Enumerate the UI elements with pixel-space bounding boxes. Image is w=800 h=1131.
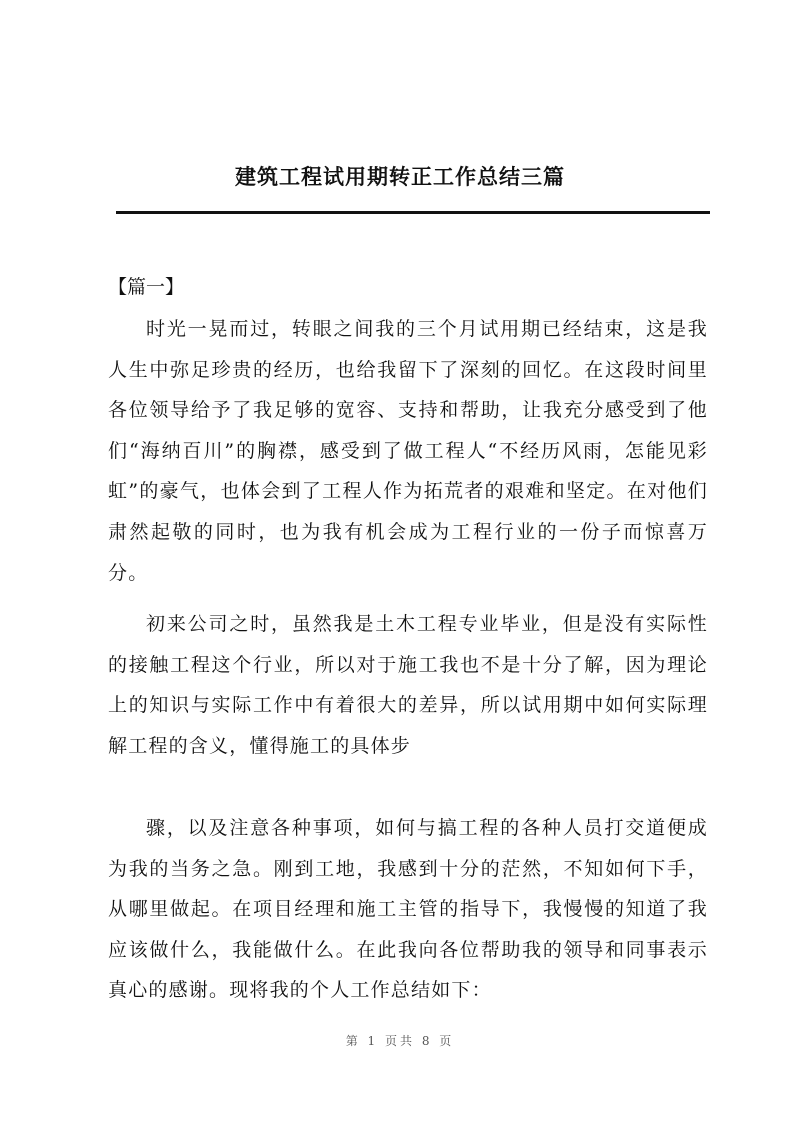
document-title: 建筑工程试用期转正工作总结三篇 xyxy=(235,164,565,189)
section-heading: 【篇一】 xyxy=(108,276,185,298)
paragraph-block xyxy=(108,604,708,766)
title-underline xyxy=(116,211,710,214)
paragraph-3: 骤，以及注意各种事项，如何与搞工程的各种人员打交道便成为我的当务之急。刚到工地，我感到十分的茫然，不知如何下手，从哪里做起。在项目经理和施工主管的指导下，我慢慢的知道了我应该做什么，我能做什么。在此我向各位帮助我的领导和同事表示真心的感谢。现将我的个人工作总结如下： xyxy=(108,817,708,1002)
paragraph-block xyxy=(108,309,708,593)
paragraph-2: 初来公司之时，虽然我是土木工程专业毕业，但是没有实际性的接触工程这个行业，所以对于施工我也不是十分了解，因为理论上的知识与实际工作中有着很大的差异，所以试用期中如何实际理解工程的含义，懂得施工的具体步 xyxy=(108,613,708,757)
paragraph-block xyxy=(108,808,708,1011)
page-number-footer: 第 1 页共 8 页 xyxy=(345,1034,455,1048)
paragraph-1: 时光一晃而过，转眼之间我的三个月试用期已经结束，这是我人生中弥足珍贵的经历，也给我留下了深刻的回忆。在这段时间里各位领导给予了我足够的宽容、支持和帮助，让我充分感受到了他们“海纳百川”的胸襟，感受到了做工程人“不经历风雨，怎能见彩虹”的豪气，也体会到了工程人作为拓荒者的艰难和坚定。在对他们肃然起敬的同时，也为我有机会成为工程行业的一份子而惊喜万分。 xyxy=(108,318,708,584)
